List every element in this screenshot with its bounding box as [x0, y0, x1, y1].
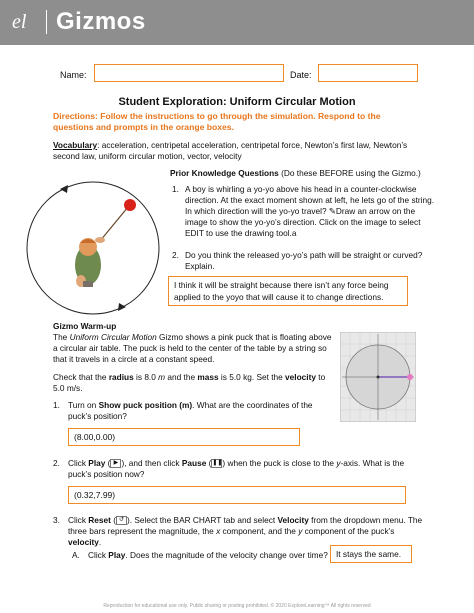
prior-knowledge-heading-line	[170, 168, 440, 179]
date-field[interactable]	[318, 64, 418, 82]
prior-q2-number: 2.	[172, 250, 179, 260]
yoyo-diagram[interactable]	[22, 177, 164, 319]
yoyo-icon	[124, 199, 136, 211]
q1-text-c: . What are the coordinates of the puck’s position?	[68, 400, 313, 421]
q1-text-a: Turn on	[68, 400, 99, 410]
boy-figure	[75, 237, 105, 287]
explorelearning-logo-icon: el	[12, 11, 27, 33]
warmup-q2-text	[68, 458, 423, 480]
name-field[interactable]	[94, 64, 284, 82]
yoyo-string	[100, 207, 128, 241]
q3-velocity: Velocity	[277, 515, 309, 525]
directions-text: Directions: Follow the instructions to go through the simulation. Respond to the questions and prompts in the orange boxes.	[53, 111, 381, 132]
q3-text-b: (	[110, 515, 116, 525]
q3-x: x	[216, 526, 221, 536]
warmup-q2-answer-box[interactable]: (0.32,7.99)	[68, 486, 406, 504]
warmup-qa-text	[88, 550, 328, 561]
prior-knowledge-heading: Prior Knowledge Questions	[170, 168, 279, 178]
q3-text-f: component of the puck’s	[302, 526, 395, 536]
check-text-1: Check that the	[53, 372, 109, 382]
puck-icon	[407, 374, 413, 380]
check-mass: mass	[197, 372, 219, 382]
prior-q2-text: Do you think the released yo-yo’s path will be straight or curved? Explain.	[185, 250, 423, 271]
path-arrow-top-icon	[60, 185, 68, 193]
q2-text-b: (	[105, 458, 111, 468]
q2-text-d: (	[206, 458, 212, 468]
check-text-2: is 8.0	[133, 372, 159, 382]
q2-text-a: Click	[68, 458, 89, 468]
q2-y: y	[336, 458, 341, 468]
prior-q1-number: 1.	[172, 184, 179, 194]
q2-text-f: -axis. What is the puck’s position now?	[68, 458, 405, 479]
path-arrow-bottom-icon	[118, 303, 126, 311]
reset-icon: ↺	[116, 516, 127, 525]
warmup-qa-answer-box[interactable]: It stays the same.	[330, 545, 412, 563]
table-center-icon	[377, 376, 380, 379]
copyright-footer: Reproduction for educational use only. Public sharing or posting prohibited. © 2020 ExploreLearning™ All rights reserved	[103, 603, 371, 609]
q2-pause-label: Pause	[181, 458, 207, 468]
q3-velocity-2: velocity	[68, 537, 99, 547]
play-icon: ▶	[110, 459, 121, 468]
q3-text-d: from the dropdown menu. The three bars represent the magnitude, the	[68, 515, 423, 536]
check-text-4: is 5.0 kg. Set the	[218, 372, 286, 382]
warmup-qa-number: A.	[72, 550, 80, 560]
q2-play-label: Play	[88, 458, 106, 468]
check-text-5: to 5.0 m/s.	[53, 372, 326, 393]
q2-text-e: ) when the puck is close to the	[222, 458, 337, 468]
prior-q1-text: A boy is whirling a yo-yo above his head in a counter-clockwise direction. At the exact moment shown at left, he lets go of the string. In which direction will the yo-yo travel? ✎Draw an arrow on the image to show the yo-yo’s direction. Click on the image to select EDIT to use the drawing tool.a	[185, 184, 435, 238]
check-text-3: and the	[165, 372, 198, 382]
warmup-check-instructions	[53, 372, 338, 394]
warmup-q1-text	[68, 400, 336, 422]
warmup-q3-text	[68, 515, 423, 548]
vocabulary-paragraph	[53, 140, 425, 162]
qa-play-label: Play	[108, 550, 126, 560]
warmup-intro-pre: The	[53, 332, 70, 342]
qa-text-b: . Does the magnitude of the velocity change over time?	[125, 550, 328, 560]
check-m: m	[158, 372, 166, 382]
vocabulary-label: Vocabulary	[53, 140, 98, 150]
check-velocity: velocity	[285, 372, 316, 382]
warmup-gizmo-name: Uniform Circular Motion	[69, 332, 157, 342]
warmup-intro	[53, 332, 338, 365]
prior-knowledge-note: (Do these BEFORE using the Gizmo.)	[278, 168, 421, 178]
q3-text-a: Click	[68, 515, 89, 525]
gizmos-logo-text: Gizmos	[56, 8, 146, 35]
warmup-q1-answer-box[interactable]: (8.00,0.00)	[68, 428, 300, 446]
q3-text-e: component, and the	[220, 526, 299, 536]
check-radius: radius	[108, 372, 134, 382]
air-table-image	[340, 332, 416, 422]
q3-text-c: ). Select the BAR CHART tab and select	[126, 515, 278, 525]
q3-reset-label: Reset	[88, 515, 111, 525]
q3-y: y	[298, 526, 303, 536]
qa-text-a: Click	[88, 550, 109, 560]
q3-text-g: .	[98, 537, 102, 547]
warmup-q1-number: 1.	[53, 400, 60, 410]
prior-q2-answer-box[interactable]: I think it will be straight because there isn’t any force being applied to the yoyo that will cause it to change directions.	[168, 276, 408, 306]
q1-show-puck-position: Show puck position (m)	[98, 400, 193, 410]
warmup-intro-post: Gizmo shows a pink puck that is floating above a circular air table. The puck is held to the center of the table by a string so that it travels in a circle at a constant speed.	[53, 332, 332, 364]
pause-icon: ❚❚	[212, 460, 223, 467]
warmup-heading: Gizmo Warm-up	[53, 321, 117, 331]
date-label: Date:	[290, 70, 312, 80]
vocabulary-terms: : acceleration, centripetal acceleration, centripetal force, Newton’s first law, Newton’s second law, uniform circular motion, vector, velocity	[53, 140, 408, 161]
gizmos-header-bar	[0, 0, 474, 45]
name-label: Name:	[60, 70, 87, 80]
page-title: Student Exploration: Uniform Circular Motion	[118, 96, 356, 108]
logo-divider	[46, 10, 47, 34]
warmup-q2-number: 2.	[53, 458, 60, 468]
warmup-q3-number: 3.	[53, 515, 60, 525]
q2-text-c: ), and then click	[121, 458, 182, 468]
